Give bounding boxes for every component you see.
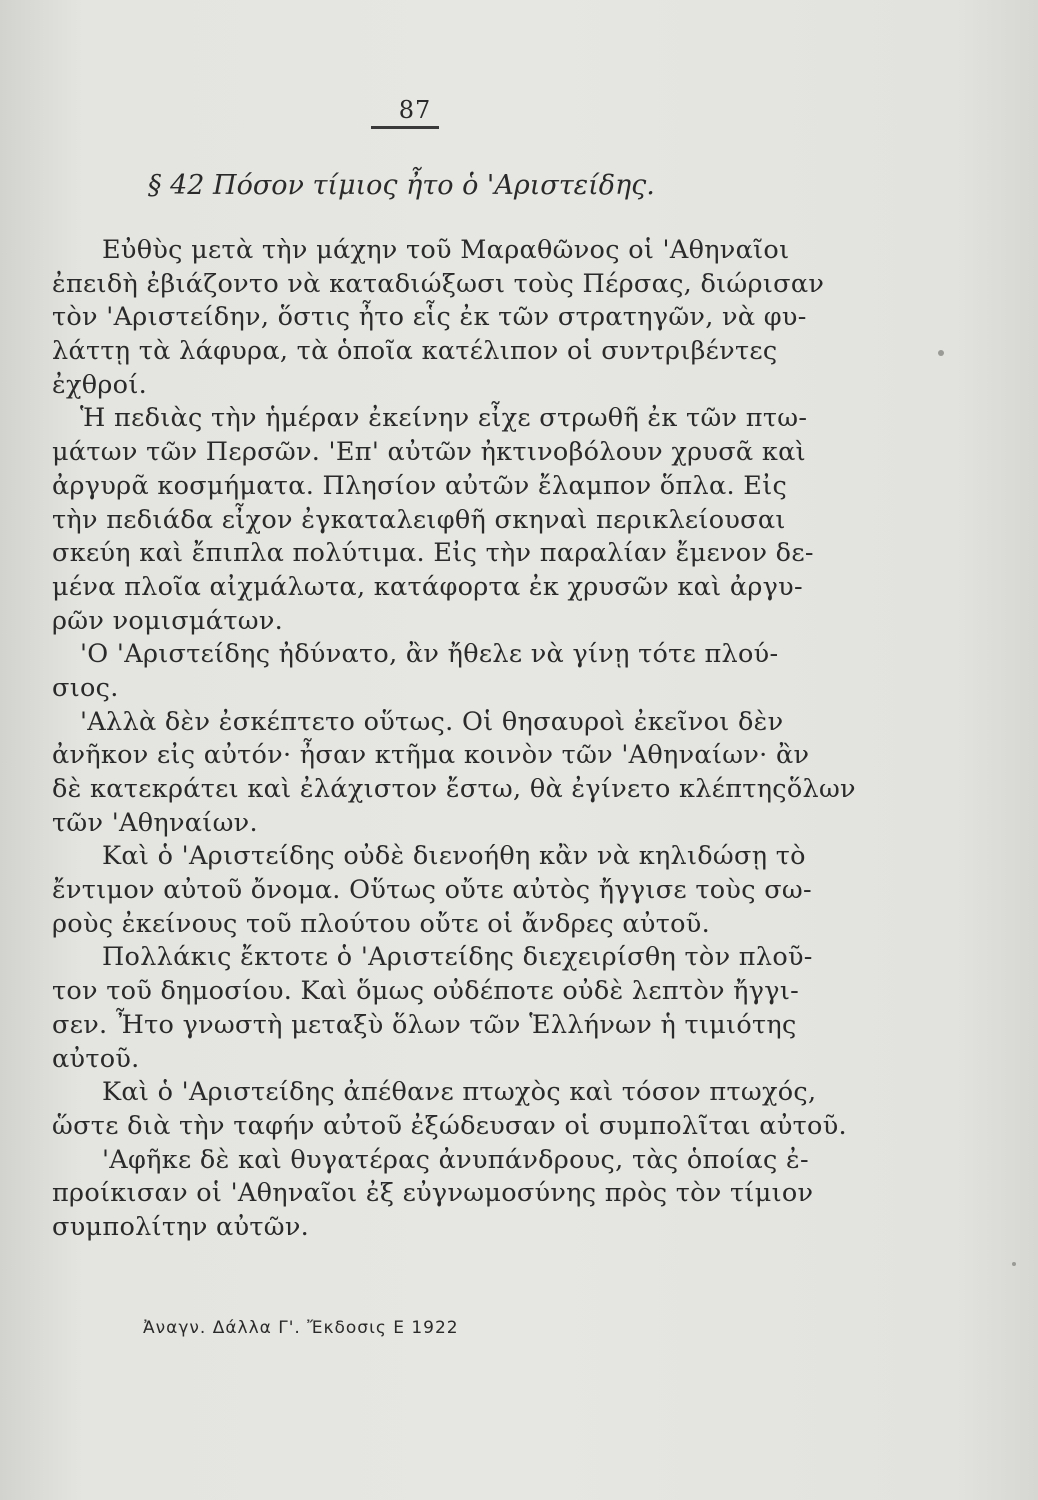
text-line: ἐχθροί. [52, 369, 148, 400]
body-text [52, 234, 856, 1245]
text-line: 'Αλλὰ δὲν ἐσκέπτετο οὕτως. Οἱ θησαυροὶ ἐκεῖνοι δὲν [80, 706, 784, 737]
text-line: τῶν 'Αθηναίων. [52, 807, 258, 838]
text-line: σεν. Ἦτο γνωστὴ μεταξὺ ὅλων τῶν Ἑλλήνων ἡ τιμιότης [52, 1009, 797, 1040]
text-line: τὴν πεδιάδα εἶχον ἐγκαταλειφθῆ σκηναὶ περικλείουσαι [52, 504, 786, 535]
text-line: Καὶ ὁ 'Αριστείδης οὐδὲ διενοήθη κἂν νὰ κηλιδώσῃ τὸ [102, 841, 806, 872]
text-line: ὥστε διὰ τὴν ταφήν αὐτοῦ ἐξώδευσαν οἱ συμπολῖται αὐτοῦ. [52, 1110, 847, 1141]
text-line: ρῶν νομισμάτων. [52, 605, 284, 636]
text-line: τον τοῦ δημοσίου. Καὶ ὅμως οὐδέποτε οὐδὲ λεπτὸν ἤγγι- [52, 976, 800, 1007]
text-line: 'Αφῆκε δὲ καὶ θυγατέρας ἀνυπάνδρους, τὰς ὁποίας ἐ- [102, 1144, 809, 1175]
text-line: ἔντιμον αὐτοῦ ὄνομα. Οὕτως οὔτε αὐτὸς ἤγγισε τοὺς σω- [52, 875, 812, 906]
paper-speck [938, 350, 944, 356]
text-line: δὲ κατεκράτει καὶ ἐλάχιστον ἔστω, θὰ ἐγίνετο κλέπτηςὅλων [52, 774, 856, 804]
text-line: ἀνῆκον εἰς αὐτόν· ἦσαν κτῆμα κοινὸν τῶν 'Αθηναίων· ἂν [52, 740, 810, 771]
text-line: Εὐθὺς μετὰ τὴν μάχην τοῦ Μαραθῶνος οἱ 'Αθηναῖοι [102, 235, 790, 265]
text-line: τὸν 'Αριστείδην, ὅστις ἦτο εἷς ἐκ τῶν στρατηγῶν, νὰ φυ- [52, 302, 807, 333]
text-line: Ἡ πεδιὰς τὴν ἡμέραν ἐκείνην εἶχε στρωθῆ ἐκ τῶν πτω- [80, 403, 808, 434]
text-line: λάττῃ τὰ λάφυρα, τὰ ὁποῖα κατέλιπον οἱ συντριβέντες [52, 336, 778, 367]
text-line: ἐπειδὴ ἐβιάζοντο νὰ καταδιώξωσι τοὺς Πέρσας, διώρισαν [52, 268, 825, 299]
text-line: προίκισαν οἱ 'Αθηναῖοι ἐξ εὐγνωμοσύνης πρὸς τὸν τίμιον [52, 1178, 814, 1209]
text-line: σιος. [52, 672, 119, 703]
text-line: αὐτοῦ. [52, 1043, 140, 1074]
text-line: Πολλάκις ἔκτοτε ὁ 'Αριστείδης διεχειρίσθη τὸν πλοῦ- [102, 942, 813, 973]
paper-speck [1012, 1262, 1016, 1266]
page-number: 87 [398, 96, 432, 124]
text-line: ἀργυρᾶ κοσμήματα. Πλησίον αὐτῶν ἔλαμπον ὅπλα. Εἰς [52, 470, 788, 501]
text-line: 'Ο 'Αριστείδης ἠδύνατο, ἂν ἤθελε νὰ γίνῃ τότε πλού- [80, 639, 779, 670]
section-heading: § 42 Πόσον τίμιος ἦτο ὁ 'Αριστείδης. [148, 170, 655, 201]
text-line: μένα πλοῖα αἰχμάλωτα, κατάφορτα ἐκ χρυσῶν καὶ ἀργυ- [52, 571, 803, 602]
page-number-rule [371, 126, 439, 129]
text-line: σκεύη καὶ ἔπιπλα πολύτιμα. Εἰς τὴν παραλίαν ἔμενον δε- [52, 538, 814, 569]
footer-imprint: Ἀναγν. Δάλλα Γ'. Ἔκδοσις Ε 1922 [143, 1318, 459, 1338]
text-line: συμπολίτην αὐτῶν. [52, 1211, 310, 1242]
text-line: ροὺς ἐκείνους τοῦ πλούτου οὔτε οἱ ἄνδρες αὐτοῦ. [52, 908, 710, 939]
text-line: Καὶ ὁ 'Αριστείδης ἀπέθανε πτωχὸς καὶ τόσον πτωχός, [102, 1077, 817, 1108]
text-line: μάτων τῶν Περσῶν. 'Επ' αὐτῶν ἠκτινοβόλουν χρυσᾶ καὶ [52, 437, 806, 468]
